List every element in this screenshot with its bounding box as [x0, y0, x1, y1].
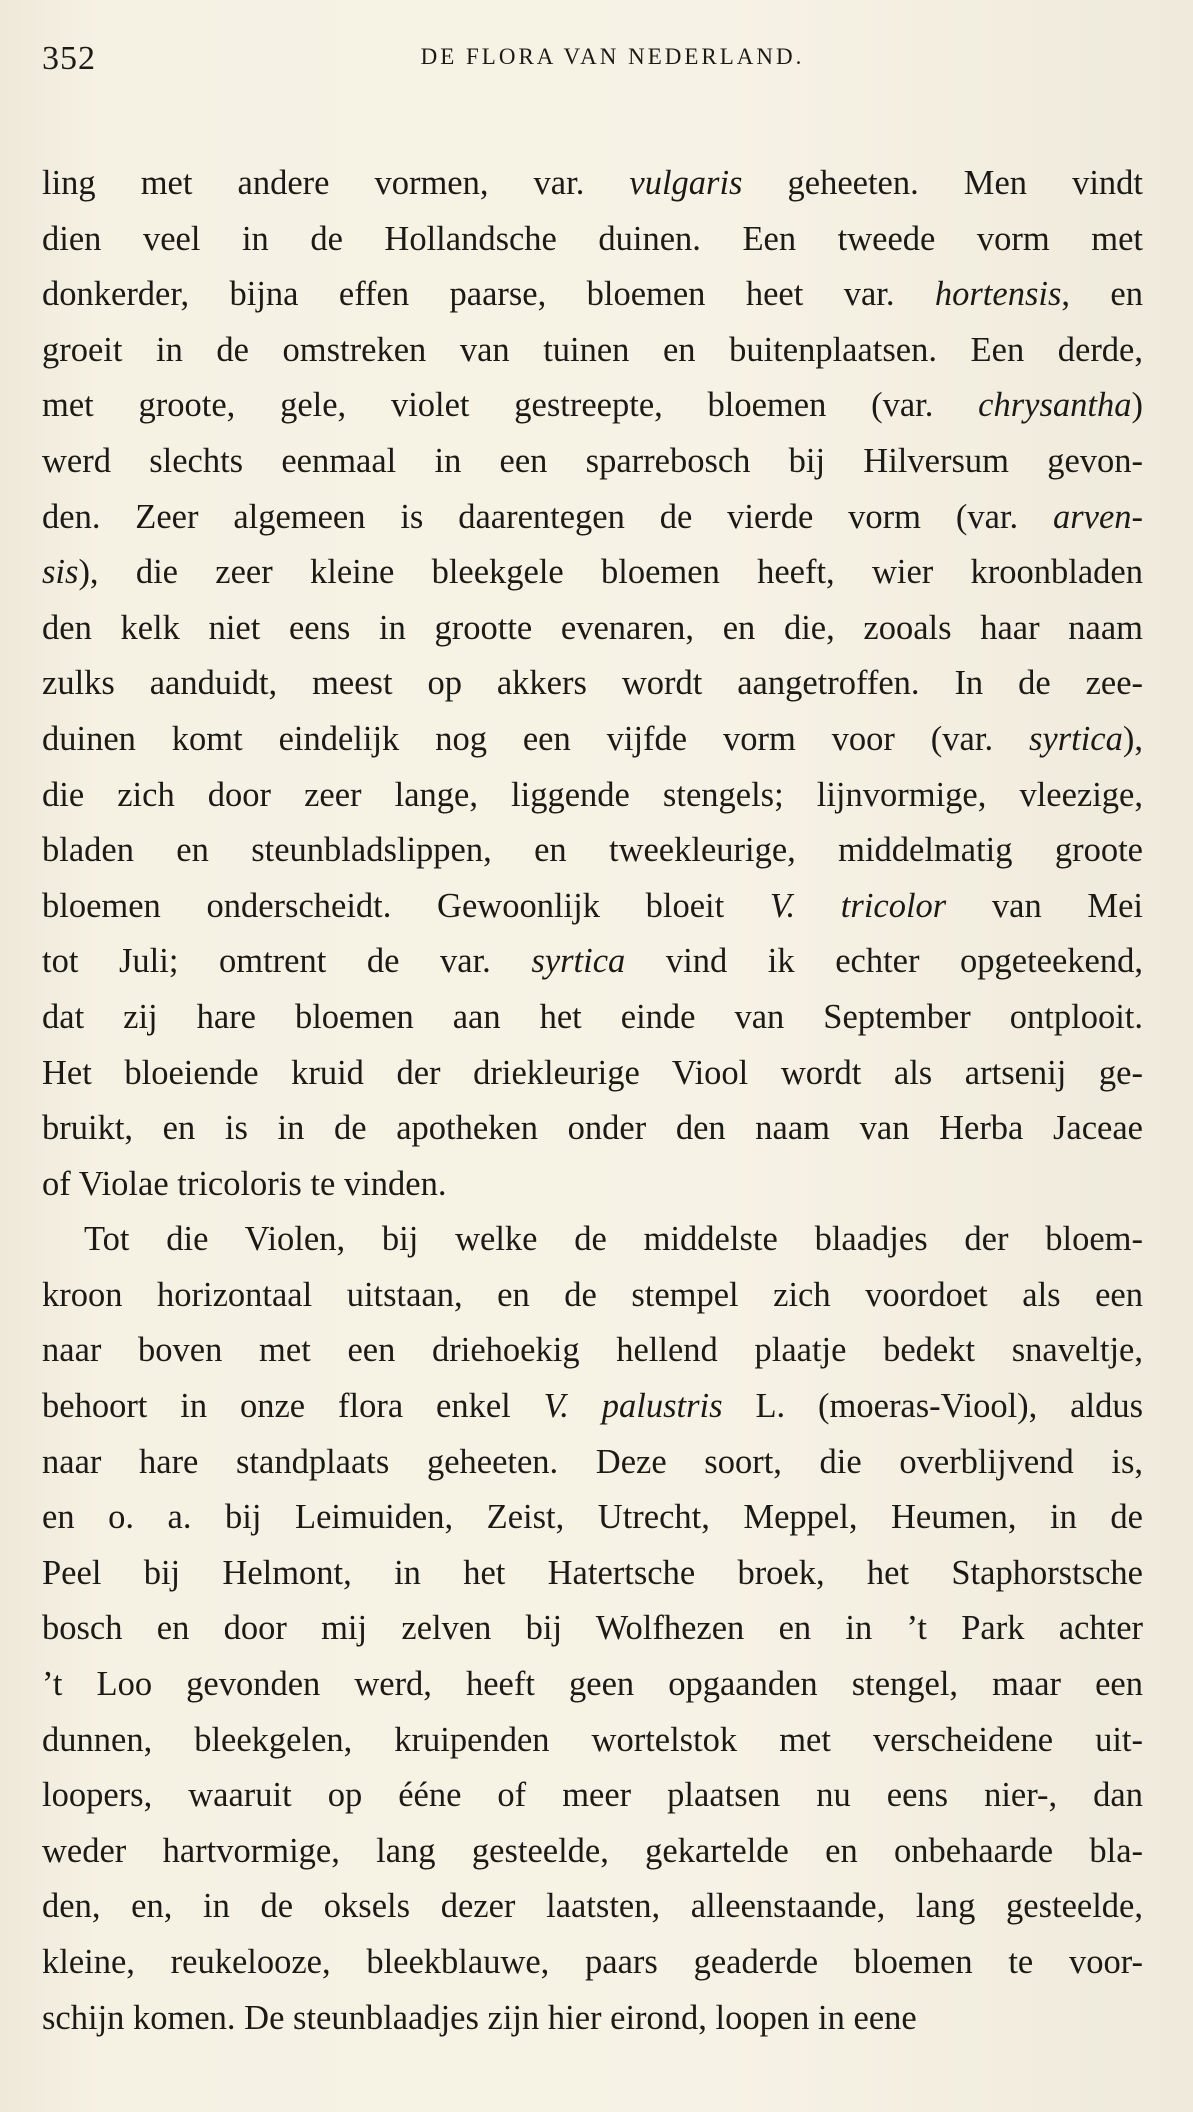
text-line: of Violae tricoloris te vinden.: [42, 1164, 447, 1203]
italic-term: syrtica: [531, 942, 626, 981]
page-header: [42, 36, 1143, 96]
text-line: werd slechts eenmaal in een sparrebosch bij Hilversum gevon-: [42, 441, 1143, 480]
text-line: Tot die Violen, bij welke de middelste blaadjes der bloem-: [84, 1220, 1143, 1259]
text-line: bosch en door mij zelven bij Wolfhezen en in ’t Park achter: [42, 1609, 1143, 1648]
text-line: loopers, waaruit op ééne of meer plaatsen nu eens nier-, dan: [42, 1776, 1143, 1815]
text-line: sis), die zeer kleine bleekgele bloemen heeft, wier kroonbladen: [42, 553, 1143, 592]
italic-term: V. tricolor: [769, 886, 947, 925]
paragraph: [42, 1212, 1143, 2046]
page-number: 352: [42, 40, 96, 77]
text-line: bruikt, en is in de apotheken onder den naam van Herba Jaceae: [42, 1109, 1143, 1148]
italic-term: hortensis: [934, 275, 1062, 314]
italic-term: arven-: [1052, 497, 1143, 536]
text-line: zulks aanduidt, meest op akkers wordt aangetroffen. In de zee-: [42, 664, 1143, 703]
text-line: Peel bij Helmont, in het Hatertsche broek, het Staphorstsche: [42, 1553, 1143, 1592]
text-line: naar boven met een driehoekig hellend plaatje bedekt snaveltje,: [42, 1331, 1143, 1370]
text-line: den, en, in de oksels dezer laatsten, alleenstaande, lang gesteelde,: [42, 1887, 1143, 1926]
paragraph: [42, 156, 1143, 1212]
text-line: schijn komen. De steunblaadjes zijn hier eirond, loopen in eene: [42, 1998, 917, 2037]
italic-term: syrtica: [1028, 719, 1123, 758]
text-line: ling met andere vormen, var. vulgaris geheeten. Men vindt: [42, 164, 1143, 202]
text-line: die zich door zeer lange, liggende stengels; lijnvormige, vleezige,: [42, 775, 1143, 814]
text-line: bloemen onderscheidt. Gewoonlijk bloeit V. tricolor van Mei: [42, 886, 1143, 925]
italic-term: sis: [42, 553, 79, 592]
text-line: naar hare standplaats geheeten. Deze soort, die overblijvend is,: [42, 1442, 1143, 1481]
running-title: DE FLORA VAN NEDERLAND.: [420, 44, 805, 69]
text-line: weder hartvormige, lang gesteelde, gekartelde en onbehaarde bla-: [42, 1831, 1143, 1870]
text-line: en o. a. bij Leimuiden, Zeist, Utrecht, Meppel, Heumen, in de: [42, 1498, 1143, 1537]
text-line: bladen en steunbladslippen, en tweekleurige, middelmatig groote: [42, 831, 1143, 870]
text-line: den kelk niet eens in grootte evenaren, en die, zooals haar naam: [42, 608, 1143, 647]
text-line: den. Zeer algemeen is daarentegen de vierde vorm (var. arven-: [42, 497, 1143, 536]
text-line: ’t Loo gevonden werd, heeft geen opgaanden stengel, maar een: [42, 1665, 1143, 1704]
text-line: duinen komt eindelijk nog een vijfde vorm voor (var. syrtica),: [42, 719, 1143, 758]
text-line: behoort in onze flora enkel V. palustris L. (moeras-Viool), aldus: [42, 1387, 1143, 1426]
text-line: donkerder, bijna effen paarse, bloemen heet var. hortensis, en: [42, 275, 1143, 314]
text-line: dien veel in de Hollandsche duinen. Een tweede vorm met: [42, 219, 1143, 258]
body-text: [42, 156, 1143, 2046]
text-line: kleine, reukelooze, bleekblauwe, paars geaderde bloemen te voor-: [42, 1943, 1143, 1981]
text-line: groeit in de omstreken van tuinen en buitenplaatsen. Een derde,: [42, 330, 1143, 369]
text-line: met groote, gele, violet gestreepte, bloemen (var. chrysantha): [42, 386, 1143, 425]
text-line: dat zij hare bloemen aan het einde van September ontplooit.: [42, 997, 1143, 1036]
text-line: tot Juli; omtrent de var. syrtica vind ik echter opgeteekend,: [42, 942, 1143, 981]
italic-term: chrysantha: [978, 386, 1132, 425]
italic-term: V. palustris: [543, 1387, 723, 1426]
text-line: kroon horizontaal uitstaan, en de stempel zich voordoet als een: [42, 1275, 1143, 1314]
italic-term: vulgaris: [629, 164, 743, 202]
text-line: Het bloeiende kruid der driekleurige Viool wordt als artsenij ge-: [42, 1053, 1143, 1092]
text-line: dunnen, bleekgelen, kruipenden wortelstok met verscheidene uit-: [42, 1720, 1143, 1759]
